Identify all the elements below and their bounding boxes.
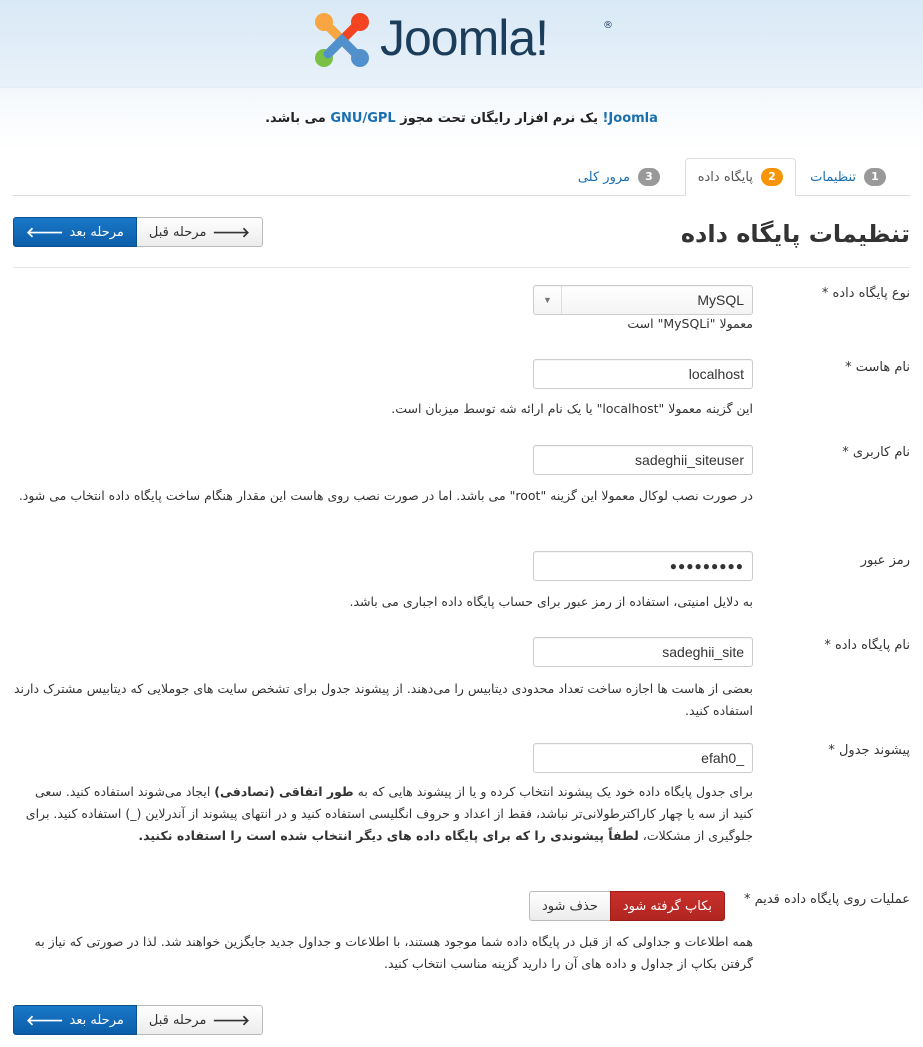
prefix-help-part1: برای جدول پایگاه داده خود یک پیشوند انتخاب کرده و یا از پیشوند هایی که به (353, 784, 753, 799)
previous-step-button[interactable] (137, 217, 263, 247)
old-db-toggle (529, 891, 725, 921)
old-db-help: همه اطلاعات و جداولی که از قبل در پایگاه داده شما موجود هستند، با اطلاعات و جداول جدید جایگزین خواهند شد. لذا در صورتی که نیاز به گرفتن بکاپ از جداول و داده های آن را دارید گزینه مناسب انتخاب کنید. (34, 934, 753, 971)
top-nav-buttons (13, 217, 263, 247)
prefix-help-part2: ایجاد می‌شوند استفاده کنید. سعی کنید از سه یا چهار کاراکترطولانی‌تر نباشد، فقط از اعداد و حروف انگلیسی استفاده کنید و در انتهای پیشوند از آندرلاین (_) استفاده کنید. برای جلوگیری از مشکلات، (25, 784, 753, 843)
page-title: تنظیمات پایگاه داده (680, 220, 910, 248)
tab-label: تنظیمات (810, 169, 856, 185)
prefix-help-random: طور اتفاقی (تصادفی) (214, 784, 354, 799)
username-input[interactable] (533, 445, 753, 475)
joomla-logo-icon (310, 8, 374, 72)
host-help: این گزینه معمولا "localhost" یا یک نام ارائه شه توسط میزبان است. (391, 401, 753, 416)
db-type-value: MySQL (697, 292, 744, 308)
tab-label: مرور کلی (577, 169, 630, 185)
backup-option-button[interactable]: بکاپ گرفته شود (610, 891, 725, 921)
previous-step-label: مرحله قبل (148, 1012, 207, 1028)
arrow-left-icon: 🡐 (26, 224, 64, 241)
next-step-label: مرحله بعد (69, 1012, 124, 1028)
old-db-label: عملیات روی پایگاه داده قدیم * (743, 892, 910, 907)
db-name-label: نام پایگاه داده * (824, 638, 910, 653)
password-input[interactable] (533, 551, 753, 581)
db-type-label: نوع پایگاه داده * (821, 286, 910, 301)
username-label: نام کاربری * (842, 445, 910, 460)
tab-badge: 2 (761, 168, 783, 186)
table-prefix-help (13, 781, 753, 847)
tab-configuration[interactable] (798, 158, 898, 196)
joomla-logo (310, 4, 620, 74)
password-value: ●●●●●●●●● (669, 559, 744, 573)
host-value: localhost (688, 366, 744, 382)
username-help: در صورت نصب لوکال معمولا این گزینه "root" می باشد. اما در صورت نصب روی هاست این مقدار هنگام ساخت پایگاه داده انتخاب می شود. (18, 488, 753, 503)
next-step-button[interactable] (13, 1005, 137, 1035)
next-step-label: مرحله بعد (69, 224, 124, 240)
arrow-right-icon: 🡒 (212, 1012, 250, 1029)
password-label: رمز عبور (860, 553, 910, 568)
joomla-link[interactable]: Joomla! (602, 111, 658, 126)
previous-step-button[interactable] (137, 1005, 263, 1035)
table-prefix-label: پیشوند جدول * (828, 743, 910, 758)
username-value: sadeghii_siteuser (635, 452, 744, 468)
tab-badge: 3 (638, 168, 660, 186)
chevron-down-icon: ▼ (534, 286, 562, 314)
table-prefix-value: efah0_ (701, 750, 744, 766)
logo-registered-mark: ® (603, 20, 613, 31)
license-tagline (0, 111, 923, 126)
tab-badge: 1 (864, 168, 886, 186)
step-tabs (13, 158, 910, 196)
host-label: نام هاست * (845, 360, 910, 375)
tagline-end: می باشد. (265, 111, 331, 126)
previous-step-label: مرحله قبل (148, 224, 207, 240)
password-help: به دلایل امنیتی، استفاده از رمز عبور برای حساب پایگاه داده اجباری می باشد. (349, 594, 753, 609)
gpl-link[interactable]: GNU/GPL (330, 111, 396, 126)
remove-option-button[interactable]: حذف شود (529, 891, 610, 921)
table-prefix-input[interactable] (533, 743, 753, 773)
db-type-help: معمولا "MySQLi" است (627, 316, 753, 331)
header (0, 0, 923, 150)
prefix-help-warning: لطفاً پیشوندی را که برای پایگاه داده های دیگر انتخاب شده است را استفاده نکنید. (138, 828, 639, 843)
arrow-left-icon: 🡐 (26, 1012, 64, 1029)
db-name-help: بعضی از هاست ها اجازه ساخت تعداد محدودی دیتابیس را می‌دهند. از پیشوند جدول برای تشخص سایت های جوملایی که دیتابیس مشترک دارند استفاده کنید. (13, 681, 753, 718)
logo-wordmark: Joomla! (380, 10, 549, 66)
db-name-value: sadeghii_site (662, 644, 744, 660)
tab-label: پایگاه داده (697, 169, 753, 185)
tab-overview[interactable] (566, 158, 672, 196)
db-name-input[interactable] (533, 637, 753, 667)
db-type-select[interactable] (533, 285, 753, 315)
next-step-button[interactable] (13, 217, 137, 247)
divider (13, 267, 910, 268)
tagline-text: یک نرم افزار رایگان تحت مجوز (395, 111, 603, 126)
host-input[interactable] (533, 359, 753, 389)
tab-database[interactable] (685, 158, 796, 196)
arrow-right-icon: 🡒 (212, 224, 250, 241)
bottom-nav-buttons (13, 1005, 263, 1035)
